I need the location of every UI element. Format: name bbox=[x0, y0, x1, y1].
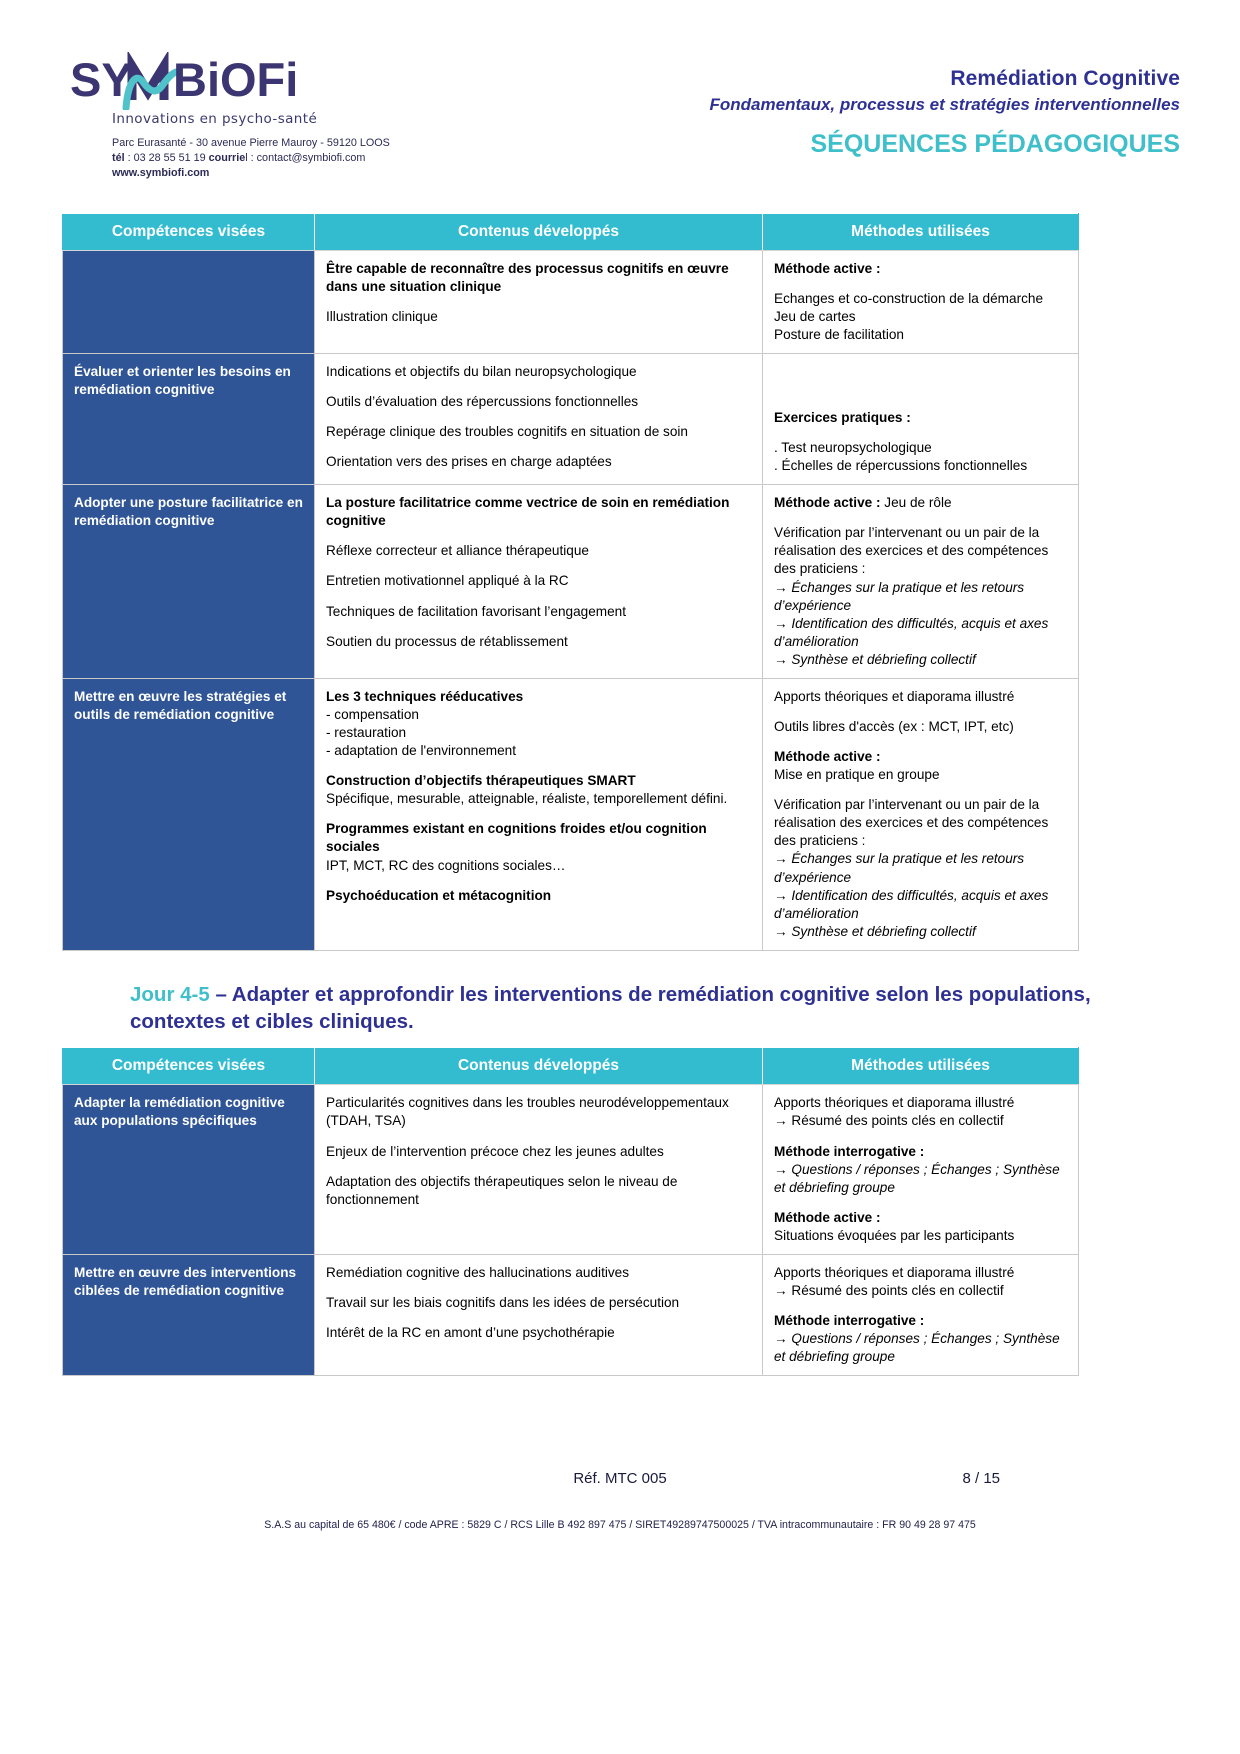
table-2-wrapper bbox=[0, 1047, 1240, 1376]
cell-paragraph bbox=[326, 1173, 751, 1209]
cell-paragraph bbox=[326, 1094, 751, 1130]
cell-text: Programmes existant en cognitions froides et/ou cognition sociales bbox=[326, 821, 707, 855]
table-2-body bbox=[63, 1085, 1079, 1376]
col-header-methodes: Méthodes utilisées bbox=[763, 1048, 1079, 1085]
cell-text: → Questions / réponses ; Échanges ; Synthèse et débriefing groupe bbox=[774, 1161, 1060, 1195]
cell-paragraph bbox=[326, 857, 751, 875]
cell-paragraph bbox=[326, 393, 751, 411]
competence-cell: Mettre en œuvre les stratégies et outils de remédiation cognitive bbox=[63, 678, 315, 950]
cell-text: Exercices pratiques : bbox=[774, 409, 911, 425]
cell-text: Intérêt de la RC en amont d’une psychothérapie bbox=[326, 1325, 615, 1341]
section-heading: SÉQUENCES PÉDAGOGIQUES bbox=[810, 129, 1180, 158]
logo-tagline: Innovations en psycho-santé bbox=[112, 111, 318, 127]
table-1-body bbox=[63, 250, 1079, 950]
cell-paragraph bbox=[326, 453, 751, 471]
cell-text: Méthode active : bbox=[774, 749, 881, 765]
cell-text: - restauration bbox=[326, 725, 407, 741]
table-row bbox=[63, 1085, 1079, 1255]
cell-paragraph bbox=[326, 706, 751, 724]
cell-paragraph bbox=[774, 651, 1067, 669]
table-header-row bbox=[63, 1048, 1079, 1085]
svg-text:BiOFi: BiOFi bbox=[173, 53, 299, 106]
competence-cell: Mettre en œuvre des interventions ciblées de remédiation cognitive bbox=[63, 1254, 315, 1375]
cell-paragraph bbox=[326, 633, 751, 651]
cell-text: → Identification des difficultés, acquis et axes d’amélioration bbox=[774, 887, 1049, 921]
cell-text: Être capable de reconnaître des processus cognitifs en œuvre dans une situation clinique bbox=[326, 260, 729, 294]
cell-paragraph bbox=[774, 1112, 1067, 1130]
col-header-contenus: Contenus développés bbox=[315, 1048, 763, 1085]
cell-paragraph bbox=[774, 363, 1067, 427]
cell-text-suffix: Jeu de rôle bbox=[880, 495, 952, 511]
contenu-cell bbox=[315, 678, 763, 950]
methode-cell bbox=[763, 250, 1079, 353]
cell-text: Méthode active : bbox=[774, 495, 881, 511]
cell-text: Repérage clinique des troubles cognitifs en situation de soin bbox=[326, 424, 688, 440]
cell-paragraph bbox=[774, 718, 1067, 736]
cell-paragraph bbox=[326, 820, 751, 856]
cell-paragraph bbox=[774, 1209, 1067, 1227]
legal-notice: S.A.S au capital de 65 480€ / code APRE : 5829 C / RCS Lille B 492 897 475 / SIRET49289747500025 / TVA intracommunautaire : FR 90 49 28 97 475 bbox=[264, 1519, 976, 1531]
cell-paragraph bbox=[774, 260, 1067, 278]
jour-description: – Adapter et approfondir les interventions de remédiation cognitive selon les populations, contextes et cibles cliniques. bbox=[130, 982, 1091, 1034]
symbiofi-logo-icon bbox=[70, 52, 300, 110]
company-logo-block bbox=[70, 52, 430, 181]
cell-paragraph bbox=[774, 1143, 1067, 1161]
cell-paragraph bbox=[774, 688, 1067, 706]
cell-paragraph bbox=[326, 887, 751, 905]
cell-paragraph bbox=[774, 439, 1067, 457]
email-value: l : contact@symbiofi.com bbox=[245, 151, 366, 164]
company-address bbox=[112, 136, 430, 181]
cell-text: → Identification des difficultés, acquis et axes d’amélioration bbox=[774, 615, 1049, 649]
cell-paragraph bbox=[774, 615, 1067, 651]
competence-cell: Adopter une posture facilitatrice en remédiation cognitive bbox=[63, 485, 315, 679]
competence-cell bbox=[63, 250, 315, 353]
cell-text: - compensation bbox=[326, 707, 419, 722]
cell-text: → Résumé des points clés en collectif bbox=[774, 1113, 1004, 1129]
methode-cell bbox=[763, 678, 1079, 950]
sequences-table-1 bbox=[62, 213, 1079, 951]
cell-text: Mise en pratique en groupe bbox=[774, 767, 940, 783]
cell-text: Apports théoriques et diaporama illustré bbox=[774, 1095, 1015, 1111]
cell-text: Enjeux de l’intervention précoce chez les jeunes adultes bbox=[326, 1143, 664, 1159]
cell-text: Travail sur les biais cognitifs dans les idées de persécution bbox=[326, 1294, 680, 1310]
cell-paragraph bbox=[774, 457, 1067, 475]
col-header-contenus: Contenus développés bbox=[315, 213, 763, 250]
cell-text: Illustration clinique bbox=[326, 308, 438, 324]
symbiofi-logo bbox=[70, 52, 430, 110]
methode-cell bbox=[763, 485, 1079, 679]
cell-text: La posture facilitatrice comme vectrice de soin en remédiation cognitive bbox=[326, 495, 730, 529]
document-reference: Réf. MTC 005 bbox=[573, 1470, 667, 1487]
cell-text: Outils d’évaluation des répercussions fonctionnelles bbox=[326, 394, 639, 410]
cell-paragraph bbox=[326, 724, 751, 742]
cell-text: → Questions / réponses ; Échanges ; Synthèse et débriefing groupe bbox=[774, 1331, 1060, 1365]
email-label: courrie bbox=[208, 151, 246, 164]
table-header-row bbox=[63, 213, 1079, 250]
cell-paragraph bbox=[326, 572, 751, 590]
table-row bbox=[63, 678, 1079, 950]
cell-text: Les 3 techniques rééducatives bbox=[326, 688, 524, 704]
cell-paragraph bbox=[774, 1227, 1067, 1245]
cell-text: Vérification par l’intervenant ou un pair de la réalisation des exercices et des compétences des praticiens : bbox=[774, 525, 1049, 577]
cell-paragraph bbox=[326, 772, 751, 790]
cell-paragraph bbox=[774, 308, 1067, 326]
cell-paragraph bbox=[326, 1264, 751, 1282]
jour-section-title bbox=[130, 981, 1178, 1036]
col-header-methodes: Méthodes utilisées bbox=[763, 213, 1079, 250]
cell-text: Indications et objectifs du bilan neuropsychologique bbox=[326, 363, 637, 379]
table-row bbox=[63, 353, 1079, 484]
cell-paragraph bbox=[774, 326, 1067, 344]
cell-text: Méthode interrogative : bbox=[774, 1143, 925, 1159]
cell-text: → Résumé des points clés en collectif bbox=[774, 1282, 1004, 1298]
cell-text: Outils libres d'accès (ex : MCT, IPT, etc) bbox=[774, 719, 1014, 734]
cell-paragraph bbox=[774, 524, 1067, 578]
cell-paragraph bbox=[326, 494, 751, 530]
competence-cell: Adapter la remédiation cognitive aux populations spécifiques bbox=[63, 1085, 315, 1255]
contenu-cell bbox=[315, 353, 763, 484]
table-row bbox=[63, 250, 1079, 353]
cell-text: → Synthèse et débriefing collectif bbox=[774, 651, 976, 667]
col-header-competences: Compétences visées bbox=[63, 1048, 315, 1085]
cell-paragraph bbox=[774, 1330, 1067, 1366]
tel-value: : 03 28 55 51 19 bbox=[124, 151, 209, 164]
cell-paragraph bbox=[326, 1143, 751, 1161]
document-title-block bbox=[430, 52, 1180, 159]
cell-text: Méthode active : bbox=[774, 260, 881, 276]
document-title: Remédiation Cognitive bbox=[950, 67, 1180, 90]
contenu-cell bbox=[315, 250, 763, 353]
page-header bbox=[0, 0, 1240, 181]
cell-paragraph bbox=[326, 363, 751, 381]
cell-text: Particularités cognitives dans les troubles neurodéveloppementaux (TDAH, TSA) bbox=[326, 1095, 729, 1129]
table-1-wrapper bbox=[0, 213, 1240, 951]
cell-text: Apports théoriques et diaporama illustré bbox=[774, 688, 1015, 704]
cell-text: Situations évoquées par les participants bbox=[774, 1227, 1015, 1243]
cell-paragraph bbox=[774, 1094, 1067, 1112]
cell-text: → Échanges sur la pratique et les retours d’expérience bbox=[774, 579, 1025, 613]
sequences-table-2 bbox=[62, 1047, 1079, 1376]
cell-paragraph bbox=[774, 494, 1067, 512]
cell-text: Techniques de facilitation favorisant l’engagement bbox=[326, 603, 627, 619]
cell-text: Jeu de cartes bbox=[774, 308, 856, 324]
cell-text: Remédiation cognitive des hallucinations auditives bbox=[326, 1264, 630, 1280]
cell-text: → Échanges sur la pratique et les retours d’expérience bbox=[774, 851, 1025, 885]
cell-text: Vérification par l’intervenant ou un pair de la réalisation des exercices et des compétences des praticiens : bbox=[774, 797, 1049, 849]
cell-paragraph bbox=[326, 742, 751, 760]
cell-paragraph bbox=[774, 766, 1067, 784]
contenu-cell bbox=[315, 1085, 763, 1255]
page-number: 8 / 15 bbox=[962, 1470, 1000, 1487]
methode-cell bbox=[763, 1254, 1079, 1375]
cell-text: Adaptation des objectifs thérapeutiques selon le niveau de fonctionnement bbox=[326, 1173, 678, 1207]
table-row bbox=[63, 1254, 1079, 1375]
cell-paragraph bbox=[326, 542, 751, 560]
col-header-competences: Compétences visées bbox=[63, 213, 315, 250]
cell-text: Entretien motivationnel appliqué à la RC bbox=[326, 573, 569, 589]
cell-paragraph bbox=[326, 423, 751, 441]
website-line: www.symbiofi.com bbox=[112, 166, 210, 179]
cell-paragraph bbox=[326, 1324, 751, 1342]
cell-text: Echanges et co-construction de la démarche bbox=[774, 290, 1044, 306]
competence-cell: Évaluer et orienter les besoins en remédiation cognitive bbox=[63, 353, 315, 484]
address-line-2 bbox=[112, 151, 430, 166]
svg-text:SY: SY bbox=[70, 53, 133, 106]
cell-paragraph bbox=[326, 688, 751, 706]
cell-paragraph bbox=[774, 887, 1067, 923]
cell-text: Psychoéducation et métacognition bbox=[326, 887, 552, 903]
cell-text: - adaptation de l'environnement bbox=[326, 743, 517, 759]
cell-text: Orientation vers des prises en charge adaptées bbox=[326, 454, 612, 470]
cell-paragraph bbox=[326, 790, 751, 808]
cell-text: . Test neuropsychologique bbox=[774, 440, 932, 456]
cell-paragraph bbox=[326, 308, 751, 326]
cell-paragraph bbox=[326, 1294, 751, 1312]
cell-text: Méthode interrogative : bbox=[774, 1313, 925, 1329]
cell-paragraph bbox=[774, 579, 1067, 615]
methode-cell bbox=[763, 353, 1079, 484]
cell-paragraph bbox=[774, 1282, 1067, 1300]
cell-text: Posture de facilitation bbox=[774, 326, 904, 342]
cell-paragraph bbox=[774, 290, 1067, 308]
cell-paragraph bbox=[774, 923, 1067, 941]
cell-text: Soutien du processus de rétablissement bbox=[326, 633, 568, 649]
cell-text: Réflexe correcteur et alliance thérapeutique bbox=[326, 543, 589, 559]
document-subtitle: Fondamentaux, processus et stratégies interventionnelles bbox=[709, 95, 1180, 115]
cell-paragraph bbox=[326, 260, 751, 296]
jour-label: Jour 4-5 bbox=[130, 982, 210, 1006]
address-line-1: Parc Eurasanté - 30 avenue Pierre Mauroy - 59120 LOOS bbox=[112, 137, 390, 149]
cell-paragraph bbox=[774, 748, 1067, 766]
cell-paragraph bbox=[774, 1264, 1067, 1282]
tel-label: tél bbox=[112, 151, 125, 164]
cell-text: → Synthèse et débriefing collectif bbox=[774, 923, 976, 939]
cell-text: Méthode active : bbox=[774, 1209, 881, 1225]
cell-paragraph bbox=[774, 850, 1067, 886]
cell-text: . Échelles de répercussions fonctionnelles bbox=[774, 458, 1028, 474]
cell-text: IPT, MCT, RC des cognitions sociales… bbox=[326, 857, 566, 873]
cell-paragraph bbox=[774, 796, 1067, 850]
methode-cell bbox=[763, 1085, 1079, 1255]
cell-text: Construction d’objectifs thérapeutiques SMART bbox=[326, 773, 636, 789]
cell-paragraph bbox=[774, 1161, 1067, 1197]
contenu-cell bbox=[315, 485, 763, 679]
cell-text: Spécifique, mesurable, atteignable, réaliste, temporellement défini. bbox=[326, 791, 728, 807]
cell-paragraph bbox=[774, 1312, 1067, 1330]
cell-paragraph bbox=[326, 603, 751, 621]
cell-text: Apports théoriques et diaporama illustré bbox=[774, 1264, 1015, 1280]
table-row bbox=[63, 485, 1079, 679]
contenu-cell bbox=[315, 1254, 763, 1375]
